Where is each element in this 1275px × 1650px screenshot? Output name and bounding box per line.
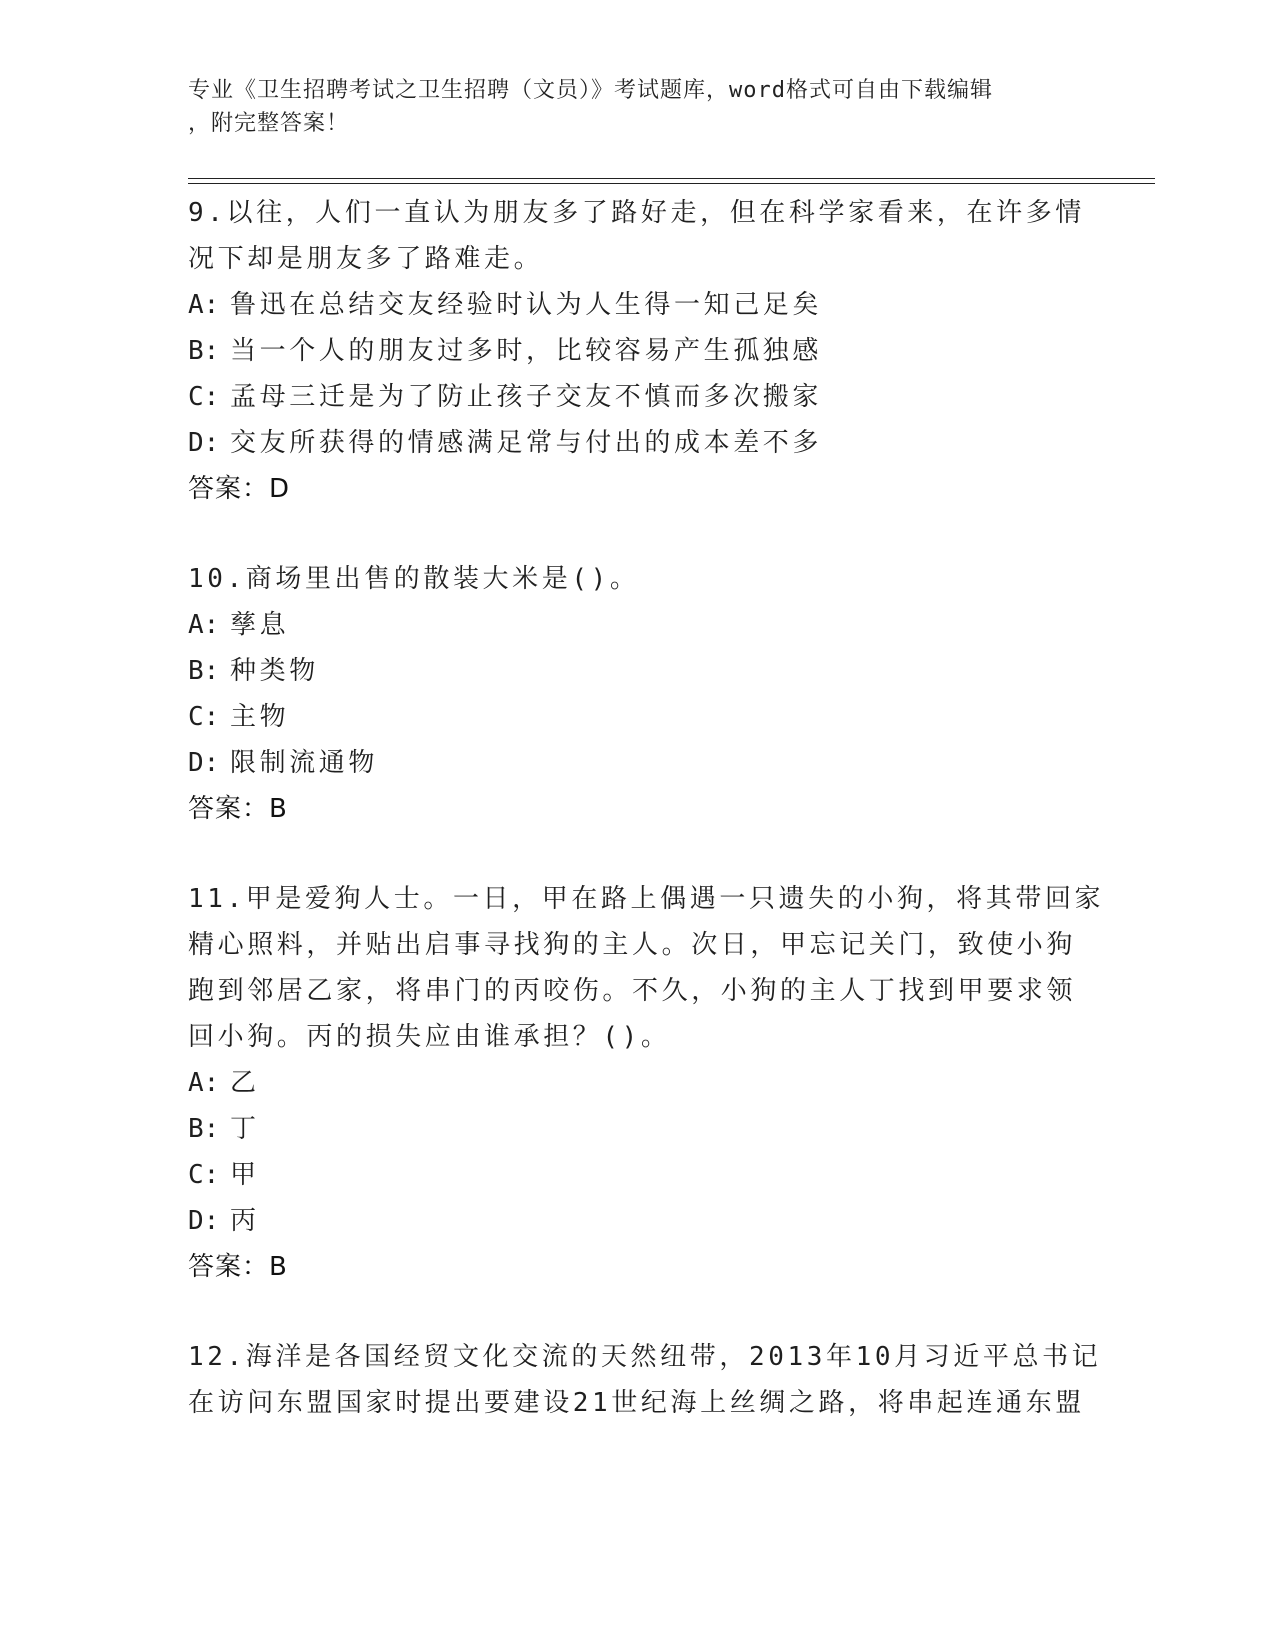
option-key: D: xyxy=(188,1206,220,1236)
question-text-line: 在访问东盟国家时提出要建设21世纪海上丝绸之路，将串起连通东盟 xyxy=(188,1388,1085,1418)
option-c xyxy=(188,374,1088,420)
question-text-line: 跑到邻居乙家，将串门的丙咬伤。不久，小狗的主人丁找到甲要求领 xyxy=(188,976,1077,1006)
option-text: 孳息 xyxy=(230,610,290,640)
option-text: 孟母三迁是为了防止孩子交友不慎而多次搬家 xyxy=(230,382,823,412)
option-text: 限制流通物 xyxy=(230,748,379,778)
option-text: 甲 xyxy=(230,1160,260,1190)
option-c xyxy=(188,1152,1088,1198)
option-key: D: xyxy=(188,748,220,778)
option-b xyxy=(188,648,1088,694)
option-a xyxy=(188,602,1088,648)
answer-label: 答案：D xyxy=(188,474,291,504)
option-key: D: xyxy=(188,428,220,458)
answer-label: 答案：B xyxy=(188,794,288,824)
option-key: A: xyxy=(188,610,220,640)
header-divider-top xyxy=(188,178,1155,179)
option-key: B: xyxy=(188,336,220,366)
question-10 xyxy=(188,556,1088,832)
option-d xyxy=(188,740,1088,786)
question-text-line: 10.商场里出售的散装大米是()。 xyxy=(188,564,640,594)
document-header xyxy=(188,74,1068,140)
option-text: 当一个人的朋友过多时，比较容易产生孤独感 xyxy=(230,336,823,366)
option-text: 丁 xyxy=(230,1114,260,1144)
option-key: A: xyxy=(188,290,220,320)
option-key: B: xyxy=(188,1114,220,1144)
question-text-line: 12.海洋是各国经贸文化交流的天然纽带，2013年10月习近平总书记 xyxy=(188,1342,1102,1372)
option-key: A: xyxy=(188,1068,220,1098)
option-b xyxy=(188,1106,1088,1152)
answer-label: 答案：B xyxy=(188,1252,288,1282)
question-text-line: 11.甲是爱狗人士。一日，甲在路上偶遇一只遗失的小狗，将其带回家 xyxy=(188,884,1105,914)
option-text: 种类物 xyxy=(230,656,319,686)
option-text: 主物 xyxy=(230,702,290,732)
option-text: 交友所获得的情感满足常与付出的成本差不多 xyxy=(230,428,823,458)
option-d xyxy=(188,1198,1088,1244)
question-11 xyxy=(188,876,1105,1290)
option-text: 乙 xyxy=(230,1068,260,1098)
question-text-line: 9.以往，人们一直认为朋友多了路好走，但在科学家看来，在许多情 xyxy=(188,198,1085,228)
option-key: C: xyxy=(188,382,220,412)
header-divider-bottom xyxy=(188,183,1155,184)
question-text-line: 回小狗。丙的损失应由谁承担？()。 xyxy=(188,1022,671,1052)
option-text: 丙 xyxy=(230,1206,260,1236)
question-12 xyxy=(188,1334,1102,1426)
question-text-line: 况下却是朋友多了路难走。 xyxy=(188,244,544,274)
question-9 xyxy=(188,190,1088,512)
option-a xyxy=(188,282,1088,328)
question-list xyxy=(188,190,1105,1470)
option-key: B: xyxy=(188,656,220,686)
header-line-2: ，附完整答案！ xyxy=(188,111,350,136)
option-key: C: xyxy=(188,702,220,732)
question-text-line: 精心照料，并贴出启事寻找狗的主人。次日，甲忘记关门，致使小狗 xyxy=(188,930,1077,960)
option-c xyxy=(188,694,1088,740)
option-d xyxy=(188,420,1088,466)
option-key: C: xyxy=(188,1160,220,1190)
option-text: 鲁迅在总结交友经验时认为人生得一知己足矣 xyxy=(230,290,823,320)
option-a xyxy=(188,1060,1088,1106)
header-line-1: 专业《卫生招聘考试之卫生招聘（文员）》考试题库，word格式可自由下载编辑 xyxy=(188,78,993,103)
option-b xyxy=(188,328,1088,374)
